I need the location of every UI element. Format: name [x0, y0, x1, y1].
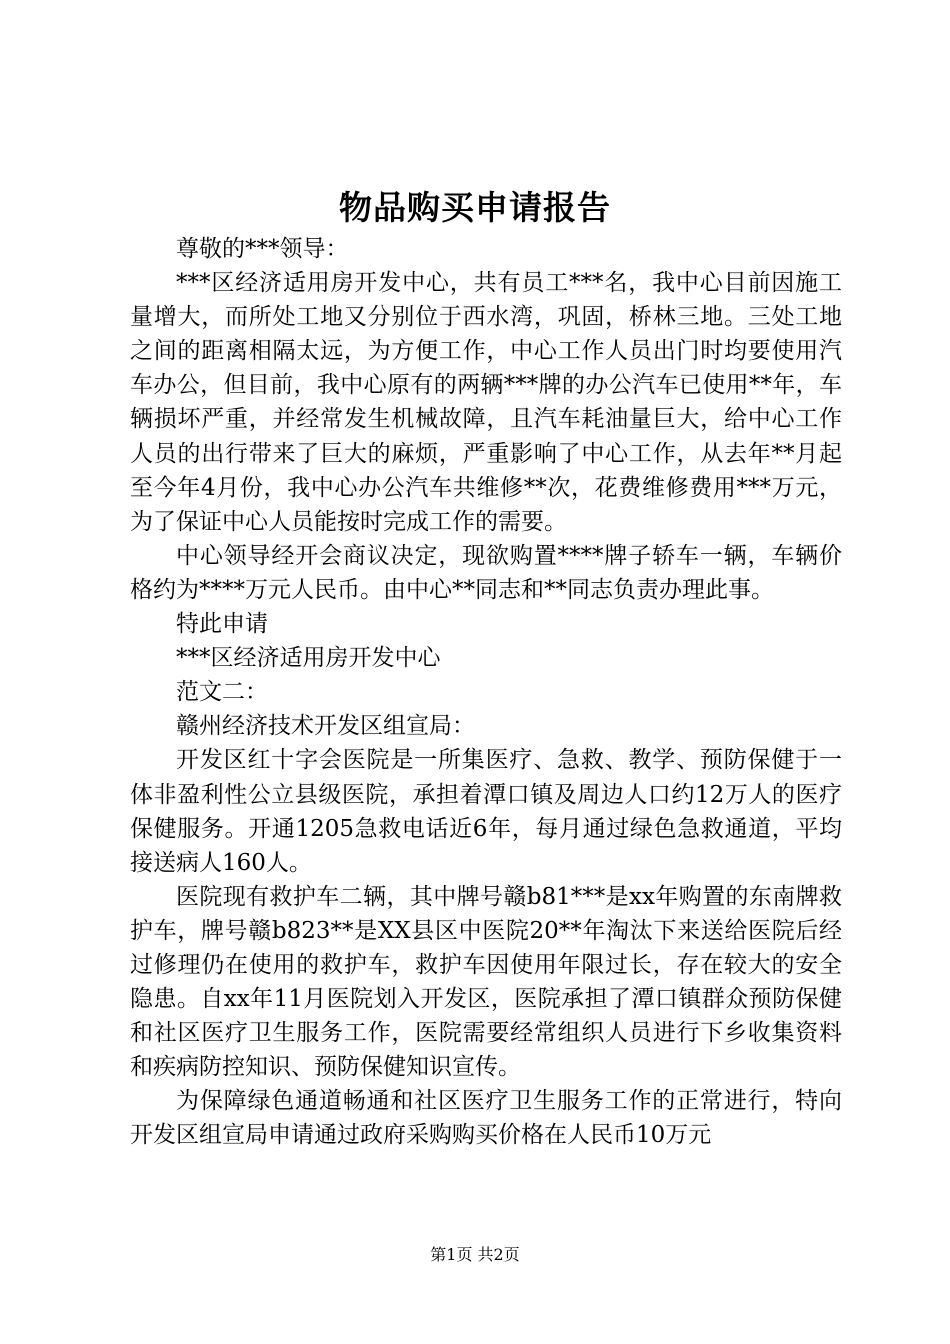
document-body — [130, 232, 842, 1153]
closing-request: 特此申请 — [176, 611, 268, 638]
page-footer: 第1页 共2页 — [430, 1245, 520, 1264]
sample-two-heading: 范文二： — [176, 679, 268, 706]
paragraph-purchase-request: 为保障绿色通道畅通和社区医疗卫生服务工作的正常进行，特向开发区组宣局申请通过政府采购购买价格在人民币10万元 — [130, 1088, 842, 1149]
paragraph-background: ***区经济适用房开发中心，共有员工***名，我中心目前因施工量增大，而所处工地又分别位于西水湾，巩固，桥林三地。三处工地之间的距离相隔太远，为方便工作，中心工作人员出门时均要使用汽车办公，但目前，我中心原有的两辆***牌的办公汽车已使用**年，车辆损坏严重，并经常发生机械故障，且汽车耗油量巨大，给中心工作人员的出行带来了巨大的麻烦，严重影响了中心工作，从去年**月起至今年4月份，我中心办公汽车共维修**次，花费维修费用***万元，为了保证中心人员能按时完成工作的需要。 — [130, 270, 842, 535]
sample-two-salutation: 赣州经济技术开发区组宣局： — [176, 713, 475, 740]
paragraph-decision: 中心领导经开会商议决定，现欲购置****牌子轿车一辆，车辆价格约为****万元人民币。由中心**同志和**同志负责办理此事。 — [130, 542, 842, 603]
paragraph-ambulance-status: 医院现有救护车二辆，其中牌号赣b81***是xx年购置的东南牌救护车，牌号赣b823**是XX县区中医院20**年淘汰下来送给医院后经过修理仍在使用的救护车，救护车因使用年限过长，存在较大的安全隐患。自xx年11月医院划入开发区，医院承担了潭口镇群众预防保健和社区医疗卫生服务工作，医院需要经常组织人员进行下乡收集资料和疾病防控知识、预防保健知识宣传。 — [130, 883, 842, 1081]
document-title: 物品购买申请报告 — [339, 188, 611, 227]
signature-organization: ***区经济适用房开发中心 — [176, 645, 441, 672]
salutation: 尊敬的***领导： — [176, 236, 349, 262]
paragraph-hospital-intro: 开发区红十字会医院是一所集医疗、急救、教学、预防保健于一体非盈利性公立县级医院，承担着潭口镇及周边人口约12万人的医疗保健服务。开通1205急救电话近6年，每月通过绿色急救通道，平均接送病人160人。 — [130, 747, 842, 876]
